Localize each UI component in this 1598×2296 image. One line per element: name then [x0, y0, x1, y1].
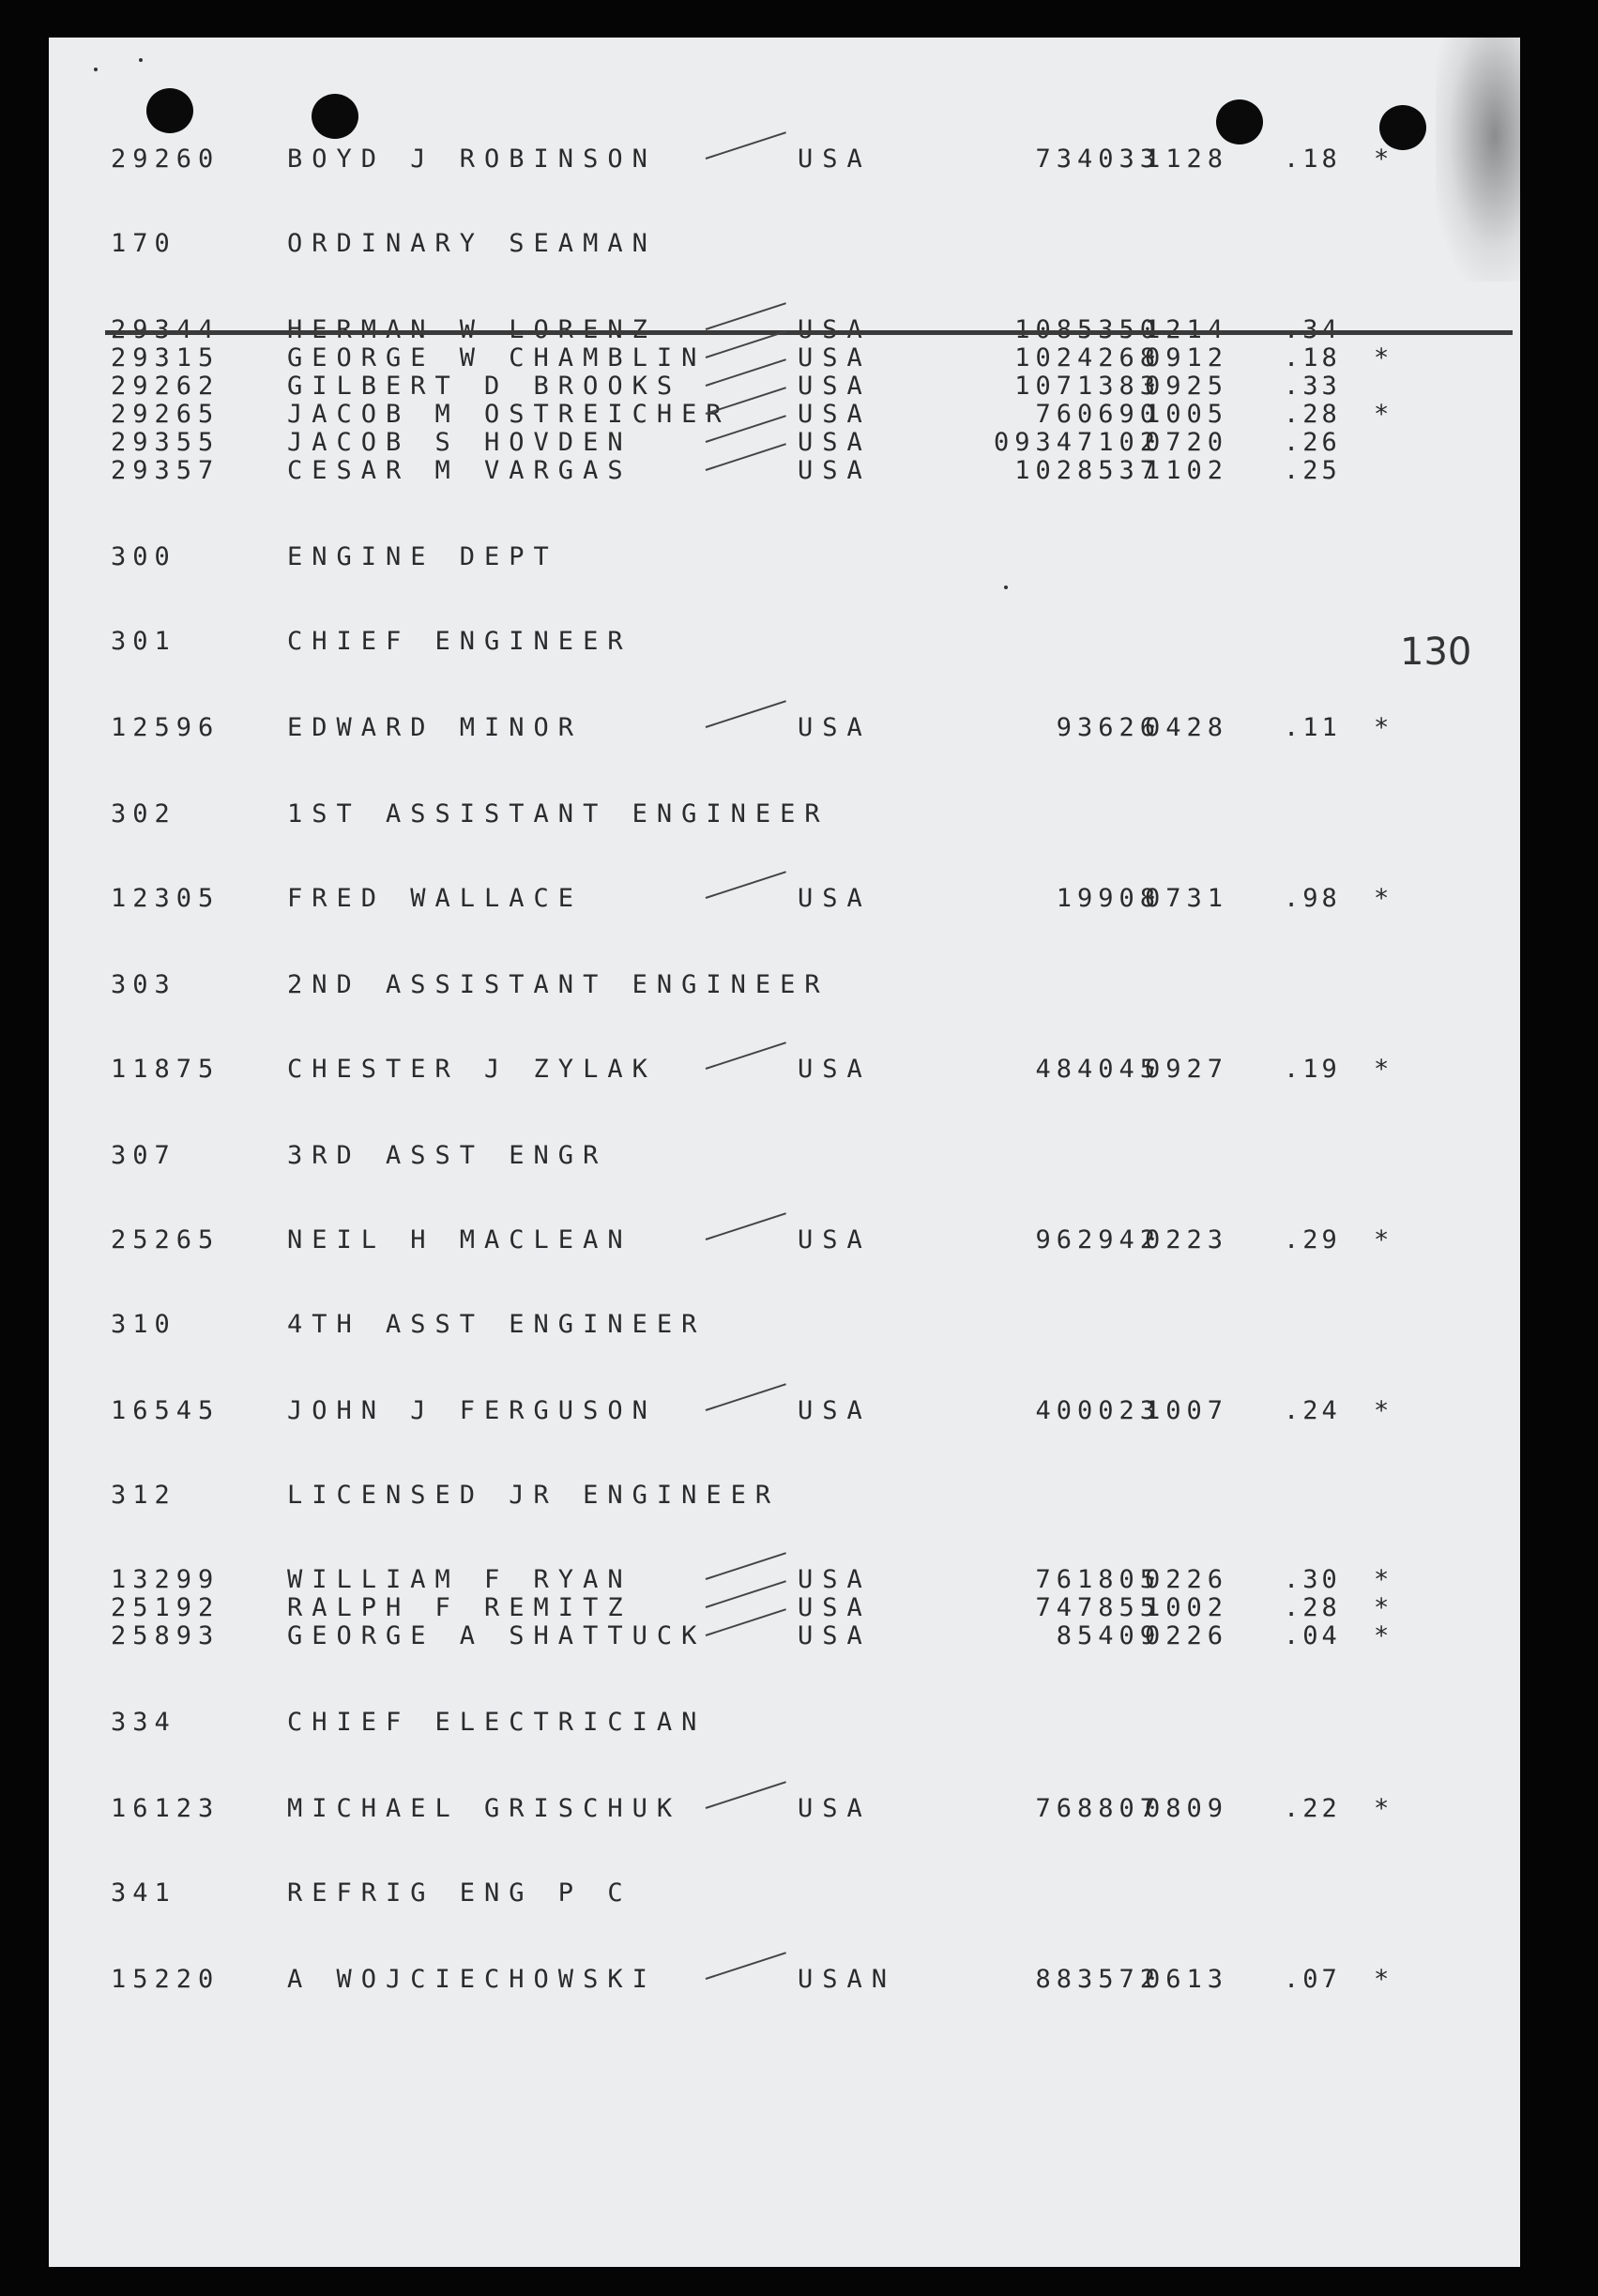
- entry-value: .28: [1284, 400, 1341, 429]
- nationality: USA: [798, 1794, 872, 1823]
- crew-id: 29262: [111, 372, 221, 401]
- asterisk-mark: *: [1374, 884, 1391, 913]
- crew-entry: [49, 1794, 1520, 1826]
- crew-name: JOHN J FERGUSON: [287, 1396, 657, 1425]
- crew-name: CHESTER J ZYLAK: [287, 1055, 657, 1084]
- entry-value: .30: [1284, 1565, 1341, 1594]
- asterisk-mark: *: [1374, 144, 1391, 174]
- crew-id: 25265: [111, 1225, 221, 1254]
- crew-entry: [49, 1965, 1520, 1997]
- asterisk-mark: *: [1374, 1055, 1391, 1084]
- crew-id: 12596: [111, 713, 221, 742]
- section-code: 310: [111, 1310, 176, 1339]
- date-code: 1102: [1145, 456, 1229, 485]
- crew-name: EDWARD MINOR: [287, 713, 584, 742]
- document-number: 747855: [1035, 1593, 1161, 1622]
- crew-id: 12305: [111, 884, 221, 913]
- section-code: 303: [111, 970, 176, 999]
- section-title: 4TH ASST ENGINEER: [287, 1310, 707, 1339]
- check-tick: [706, 1552, 786, 1580]
- nationality: USA: [798, 1396, 872, 1425]
- asterisk-mark: *: [1374, 400, 1391, 429]
- section-header: [49, 542, 1520, 574]
- crew-id: 16123: [111, 1794, 221, 1823]
- crew-name: A WOJCIECHOWSKI: [287, 1965, 657, 1994]
- check-tick: [706, 1042, 786, 1070]
- crew-name: JACOB S HOVDEN: [287, 428, 632, 457]
- entry-value: .29: [1284, 1225, 1341, 1254]
- check-tick: [706, 700, 786, 728]
- crew-name: JACOB M OSTREICHER: [287, 400, 731, 429]
- entry-value: .11: [1284, 713, 1341, 742]
- date-code: 0428: [1145, 713, 1229, 742]
- crew-name: GILBERT D BROOKS: [287, 372, 682, 401]
- crew-entry: [49, 1225, 1520, 1257]
- crew-name: FRED WALLACE: [287, 884, 584, 913]
- section-code: 312: [111, 1481, 176, 1510]
- section-code: 302: [111, 799, 176, 829]
- crew-id: 11875: [111, 1055, 221, 1084]
- section-header: [49, 1141, 1520, 1173]
- crew-name: WILLIAM F RYAN: [287, 1565, 632, 1594]
- entry-value: .24: [1284, 1396, 1341, 1425]
- document-number: 768807: [1035, 1794, 1161, 1823]
- document-page: [49, 38, 1520, 2267]
- section-header: [49, 627, 1520, 659]
- document-number: 760690: [1035, 400, 1161, 429]
- crew-id: 13299: [111, 1565, 221, 1594]
- crew-name: GEORGE W CHAMBLIN: [287, 343, 707, 373]
- check-tick: [706, 1781, 786, 1809]
- document-number: 962942: [1035, 1225, 1161, 1254]
- document-number: 484045: [1035, 1055, 1161, 1084]
- section-title: LICENSED JR ENGINEER: [287, 1481, 781, 1510]
- check-tick: [706, 871, 786, 899]
- asterisk-mark: *: [1374, 1593, 1391, 1622]
- section-header: [49, 1708, 1520, 1740]
- date-code: 0809: [1145, 1794, 1229, 1823]
- check-tick: [706, 131, 786, 160]
- asterisk-mark: *: [1374, 1794, 1391, 1823]
- crew-entry: [49, 884, 1520, 916]
- asterisk-mark: *: [1374, 1621, 1391, 1650]
- crew-entry: [49, 1396, 1520, 1428]
- document-number: 883572: [1035, 1965, 1161, 1994]
- date-code: 0223: [1145, 1225, 1229, 1254]
- nationality: USAN: [798, 1965, 897, 1994]
- entry-value: .04: [1284, 1621, 1341, 1650]
- nationality: USA: [798, 456, 872, 485]
- roster-list: [49, 38, 1520, 2267]
- nationality: USA: [798, 372, 872, 401]
- crew-id: 25192: [111, 1593, 221, 1622]
- date-code: 0925: [1145, 372, 1229, 401]
- crew-name: CESAR M VARGAS: [287, 456, 632, 485]
- section-header: [49, 970, 1520, 1002]
- crew-name: BOYD J ROBINSON: [287, 144, 657, 174]
- date-code: 0912: [1145, 343, 1229, 373]
- document-number: 400023: [1035, 1396, 1161, 1425]
- entry-value: .33: [1284, 372, 1341, 401]
- check-tick: [706, 302, 786, 330]
- entry-value: .28: [1284, 1593, 1341, 1622]
- section-header: [49, 1878, 1520, 1910]
- nationality: USA: [798, 428, 872, 457]
- date-code: 1002: [1145, 1593, 1229, 1622]
- crew-entry: [49, 144, 1520, 176]
- section-code: 307: [111, 1141, 176, 1170]
- crew-entry: [49, 1621, 1520, 1653]
- nationality: USA: [798, 1593, 872, 1622]
- entry-value: .98: [1284, 884, 1341, 913]
- entry-value: .18: [1284, 144, 1341, 174]
- date-code: 0226: [1145, 1621, 1229, 1650]
- asterisk-mark: *: [1374, 1565, 1391, 1594]
- crew-name: RALPH F REMITZ: [287, 1593, 632, 1622]
- nationality: USA: [798, 884, 872, 913]
- document-number: 1028537: [1014, 456, 1161, 485]
- section-title: 2ND ASSISTANT ENGINEER: [287, 970, 829, 999]
- document-number: 19908: [1056, 884, 1161, 913]
- strikethrough-line: [105, 330, 1513, 335]
- document-number: 93626: [1056, 713, 1161, 742]
- crew-name: GEORGE A SHATTUCK: [287, 1621, 707, 1650]
- date-code: 1128: [1145, 144, 1229, 174]
- crew-id: 16545: [111, 1396, 221, 1425]
- section-code: 334: [111, 1708, 176, 1737]
- section-header: [49, 799, 1520, 831]
- crew-name: NEIL H MACLEAN: [287, 1225, 632, 1254]
- crew-id: 25893: [111, 1621, 221, 1650]
- section-title: REFRIG ENG P C: [287, 1878, 632, 1908]
- nationality: USA: [798, 343, 872, 373]
- crew-entry: [49, 713, 1520, 745]
- nationality: USA: [798, 400, 872, 429]
- crew-id: 29265: [111, 400, 221, 429]
- check-tick: [706, 1952, 786, 1980]
- document-number: 1071383: [1014, 372, 1161, 401]
- entry-value: .22: [1284, 1794, 1341, 1823]
- date-code: 0720: [1145, 428, 1229, 457]
- nationality: USA: [798, 1225, 872, 1254]
- section-code: 341: [111, 1878, 176, 1908]
- section-title: ORDINARY SEAMAN: [287, 229, 657, 258]
- crew-entry: [49, 1055, 1520, 1087]
- date-code: 0613: [1145, 1965, 1229, 1994]
- section-header: [49, 1481, 1520, 1513]
- date-code: 1005: [1145, 400, 1229, 429]
- asterisk-mark: *: [1374, 1225, 1391, 1254]
- section-title: ENGINE DEPT: [287, 542, 558, 571]
- date-code: 1007: [1145, 1396, 1229, 1425]
- section-code: 300: [111, 542, 176, 571]
- nationality: USA: [798, 1621, 872, 1650]
- nationality: USA: [798, 1055, 872, 1084]
- nationality: USA: [798, 713, 872, 742]
- entry-value: .25: [1284, 456, 1341, 485]
- asterisk-mark: *: [1374, 1396, 1391, 1425]
- section-header: [49, 229, 1520, 261]
- nationality: USA: [798, 144, 872, 174]
- crew-entry: [49, 456, 1520, 488]
- check-tick: [706, 1383, 786, 1411]
- crew-id: 29315: [111, 343, 221, 373]
- crew-id: 15220: [111, 1965, 221, 1994]
- date-code: 0731: [1145, 884, 1229, 913]
- asterisk-mark: *: [1374, 1965, 1391, 1994]
- section-title: CHIEF ENGINEER: [287, 627, 632, 656]
- entry-value: .26: [1284, 428, 1341, 457]
- section-code: 170: [111, 229, 176, 258]
- entry-value: .07: [1284, 1965, 1341, 1994]
- document-number: 734033: [1035, 144, 1161, 174]
- asterisk-mark: *: [1374, 713, 1391, 742]
- section-title: 3RD ASST ENGR: [287, 1141, 608, 1170]
- section-title: CHIEF ELECTRICIAN: [287, 1708, 707, 1737]
- nationality: USA: [798, 1565, 872, 1594]
- section-title: 1ST ASSISTANT ENGINEER: [287, 799, 829, 829]
- crew-id: 29260: [111, 144, 221, 174]
- date-code: 0927: [1145, 1055, 1229, 1084]
- document-number: 85409: [1056, 1621, 1161, 1650]
- document-number: 761805: [1035, 1565, 1161, 1594]
- entry-value: .18: [1284, 343, 1341, 373]
- page-number: 130: [1400, 631, 1472, 674]
- check-tick: [706, 1212, 786, 1240]
- date-code: 0226: [1145, 1565, 1229, 1594]
- crew-id: 29355: [111, 428, 221, 457]
- section-header: [49, 1310, 1520, 1342]
- section-code: 301: [111, 627, 176, 656]
- document-number: 09347102: [993, 428, 1161, 457]
- crew-id: 29357: [111, 456, 221, 485]
- asterisk-mark: *: [1374, 343, 1391, 373]
- document-number: 1024268: [1014, 343, 1161, 373]
- entry-value: .19: [1284, 1055, 1341, 1084]
- crew-name: MICHAEL GRISCHUK: [287, 1794, 682, 1823]
